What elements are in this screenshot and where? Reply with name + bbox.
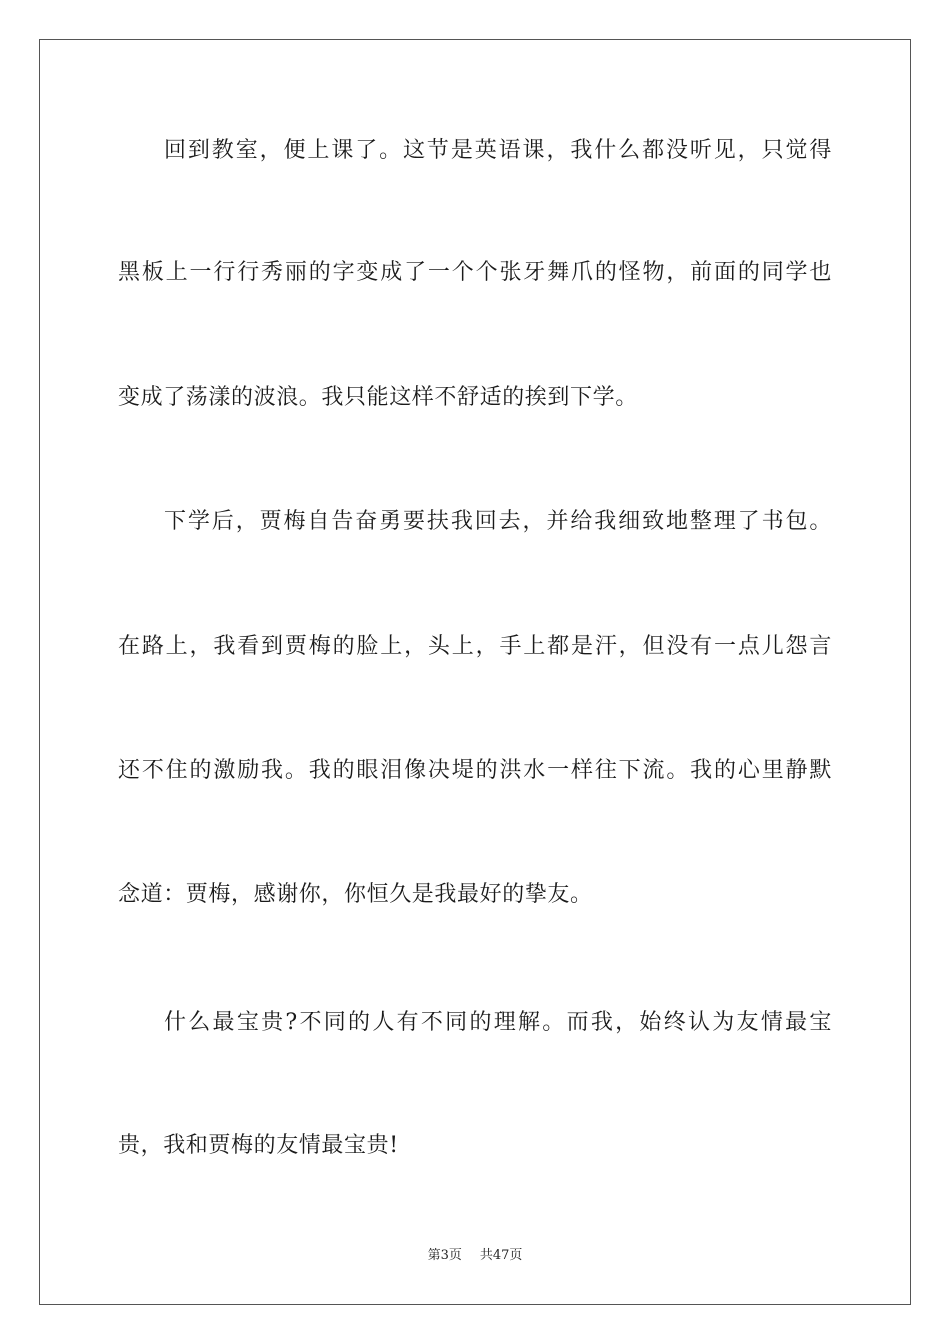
paragraph-2-line-4: 念道：贾梅，感谢你，你恒久是我最好的挚友。 xyxy=(118,882,593,907)
paragraph-2-line-1: 下学后，贾梅自告奋勇要扶我回去，并给我细致地整理了书包。 xyxy=(164,509,832,534)
page-total: 共47页 xyxy=(479,1248,523,1263)
paragraph-1-line-1: 回到教室，便上课了。这节是英语课，我什么都没听见，只觉得 xyxy=(164,138,832,163)
page-number: 第3页 xyxy=(427,1248,462,1263)
paragraph-2-line-2: 在路上，我看到贾梅的脸上，头上，手上都是汗，但没有一点儿怨言 xyxy=(118,634,832,659)
paragraph-1-line-2: 黑板上一行行秀丽的字变成了一个个张牙舞爪的怪物，前面的同学也 xyxy=(118,260,832,285)
paragraph-2-line-3: 还不住的激励我。我的眼泪像决堤的洪水一样往下流。我的心里静默 xyxy=(118,758,832,783)
paragraph-1-line-3: 变成了荡漾的波浪。我只能这样不舒适的挨到下学。 xyxy=(118,385,638,410)
page-footer xyxy=(0,1247,950,1265)
paragraph-3-line-1: 什么最宝贵?不同的人有不同的理解。而我，始终认为友情最宝 xyxy=(164,1010,832,1035)
paragraph-3-line-2: 贵，我和贾梅的友情最宝贵! xyxy=(118,1133,399,1158)
page-border xyxy=(39,39,911,1305)
